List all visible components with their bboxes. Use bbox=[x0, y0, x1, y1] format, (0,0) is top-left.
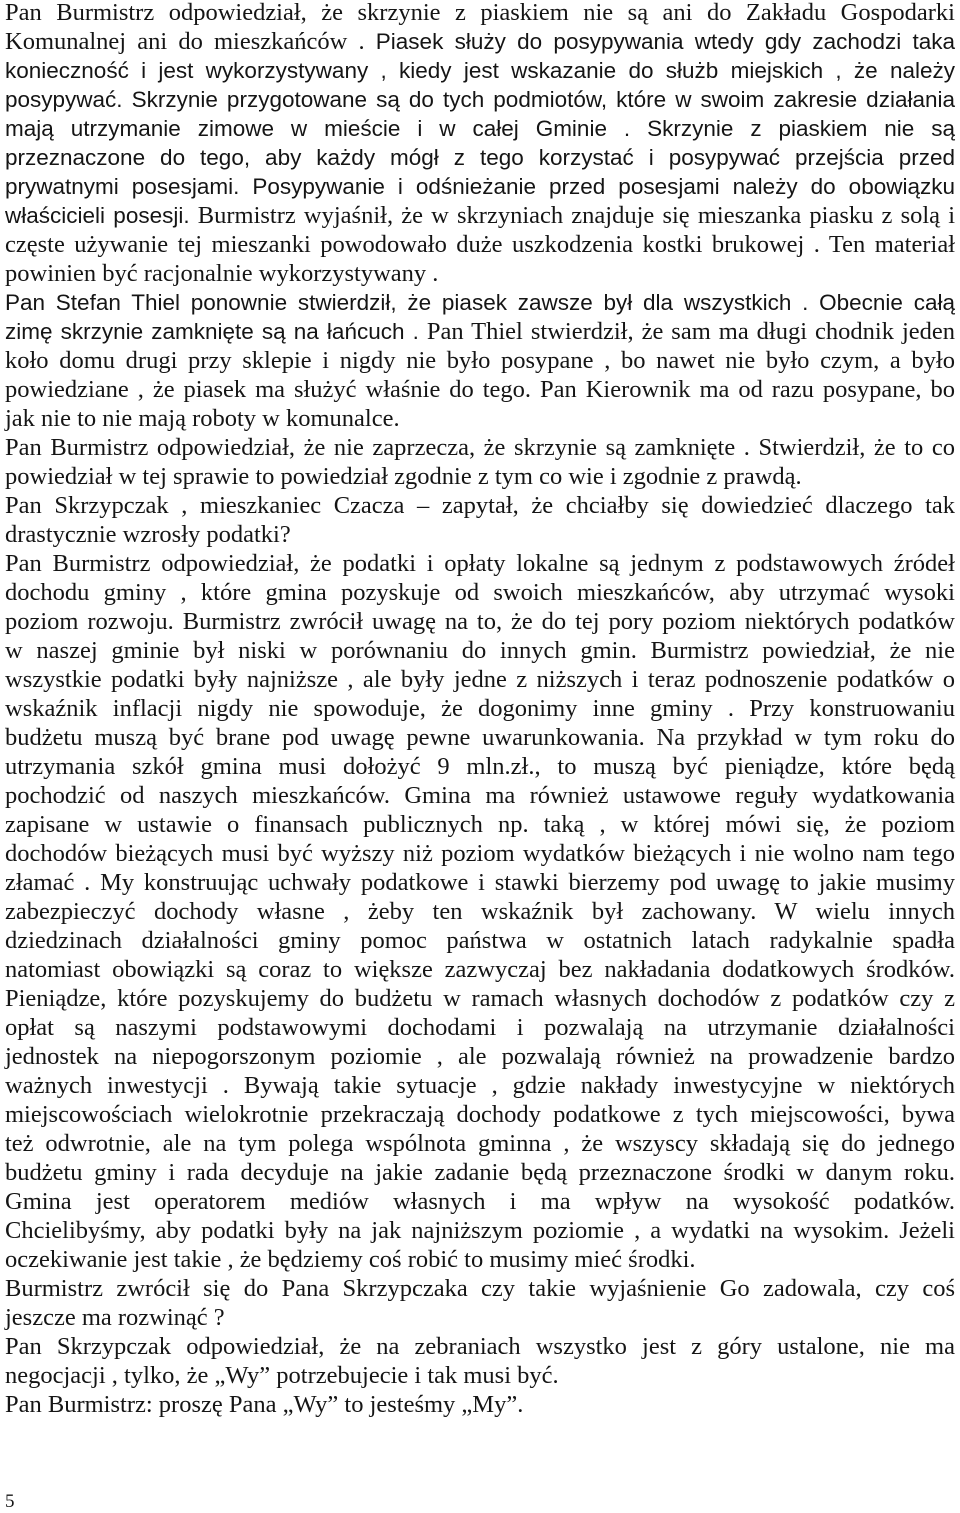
text-line bbox=[5, 549, 955, 578]
text-segment: Komunalnej ani do mieszkańców . bbox=[5, 28, 365, 55]
text-line bbox=[5, 201, 955, 230]
text-line bbox=[5, 607, 955, 636]
text-segment: zapisane w ustawie o finansach publicznych np. taką , w której mówi się, że poziom bbox=[5, 811, 955, 838]
text-line bbox=[5, 1013, 955, 1042]
text-segment: Pan Burmistrz: proszę Pana „Wy” to jesteśmy „My”. bbox=[5, 1391, 524, 1418]
text-line bbox=[5, 114, 955, 143]
paragraph bbox=[5, 491, 955, 549]
paragraph bbox=[5, 433, 955, 491]
text-line bbox=[5, 810, 955, 839]
text-segment: drastycznie wzrosły podatki? bbox=[5, 521, 291, 548]
paragraph bbox=[5, 1390, 955, 1419]
text-line bbox=[5, 0, 955, 27]
text-segment: natomiast obowiązki są coraz to większe zazwyczaj bez nakładania dodatkowych środków. bbox=[5, 956, 955, 983]
text-segment: Burmistrz wyjaśnił, że w skrzyniach znajduje się mieszanka piasku z solą i bbox=[197, 202, 956, 229]
text-line bbox=[5, 317, 955, 346]
text-segment: utrzymania szkół gmina musi dołożyć 9 mln.zł., to muszą być pieniądze, które będą bbox=[5, 753, 955, 780]
text-segment: Pan Stefan Thiel ponownie stwierdził, że piasek zawsze był dla wszystkich . Obecnie całą bbox=[5, 290, 955, 315]
text-line bbox=[5, 897, 955, 926]
text-segment: też odwrotnie, ale na tym polega wspólnota gminna , że wszyscy składają się do jednego bbox=[5, 1130, 955, 1157]
text-line bbox=[5, 462, 955, 491]
text-line bbox=[5, 1245, 955, 1274]
text-line bbox=[5, 85, 955, 114]
text-segment: koło domu drugi przy sklepie i nigdy nie było posypane , bo nawet nie było czym, a było bbox=[5, 347, 955, 374]
text-line bbox=[5, 578, 955, 607]
paragraph bbox=[5, 288, 955, 433]
text-line bbox=[5, 56, 955, 85]
text-line bbox=[5, 1158, 955, 1187]
text-line bbox=[5, 1100, 955, 1129]
text-line bbox=[5, 230, 955, 259]
page-number: 5 bbox=[5, 1491, 15, 1512]
text-segment: jak nie to nie mają roboty w komunalce. bbox=[5, 405, 400, 432]
text-segment: Pan Burmistrz odpowiedział, że podatki i opłaty lokalne są jednym z podstawowych źródeł bbox=[5, 550, 955, 577]
text-segment: dziedzinach działalności gminy pomoc państwa w ostatnich latach radykalnie spadła bbox=[5, 927, 955, 954]
text-line bbox=[5, 375, 955, 404]
text-segment: budżetu muszą być brane pod uwagę pewne uwarunkowania. Na przykład w tym roku do bbox=[5, 724, 955, 751]
text-segment: oczekiwanie jest takie , że będziemy coś robić to musimy mieć środki. bbox=[5, 1246, 696, 1273]
paragraph bbox=[5, 1274, 955, 1332]
text-line bbox=[5, 1187, 955, 1216]
paragraph bbox=[5, 549, 955, 1274]
text-segment: przeznaczone do tego, aby każdy mógł z tego korzystać i posypywać przejścia przed bbox=[5, 145, 955, 170]
text-line bbox=[5, 1274, 955, 1303]
text-segment: Burmistrz zwrócił się do Pana Skrzypczaka czy takie wyjaśnienie Go zadowala, czy coś bbox=[5, 1275, 955, 1302]
paragraph bbox=[5, 1332, 955, 1390]
text-line bbox=[5, 1361, 955, 1390]
text-segment: poziom rozwoju. Burmistrz zwrócił uwagę na to, że do tej pory poziom niektórych podatków bbox=[5, 608, 955, 635]
text-line bbox=[5, 955, 955, 984]
text-segment: Pan Skrzypczak odpowiedział, że na zebraniach wszystko jest z góry ustalone, nie ma bbox=[5, 1333, 955, 1360]
text-segment: negocjacji , tylko, że „Wy” potrzebujecie i tak musi być. bbox=[5, 1362, 559, 1389]
text-line bbox=[5, 172, 955, 201]
text-line bbox=[5, 491, 955, 520]
text-segment: dochodów bieżących musi być wyższy niż poziom wydatków bieżących i nie wolno nam tego bbox=[5, 840, 955, 867]
text-segment: miejscowościach wielokrotnie przekraczają dochody podatkowe z tych miejscowości, bywa bbox=[5, 1101, 955, 1128]
text-segment: Piasek służy do posypywania wtedy gdy zachodzi taka bbox=[375, 29, 956, 54]
text-segment: opłat są naszymi podstawowymi dochodami i pozwalają na utrzymanie działalności bbox=[5, 1014, 955, 1041]
text-segment: w naszej gminie był niski w porównaniu do innych gmin. Burmistrz powiedział, że nie bbox=[5, 637, 955, 664]
text-segment: Pan Burmistrz odpowiedział, że nie zaprzecza, że skrzynie są zamknięte . Stwierdził, że to co bbox=[5, 434, 955, 461]
text-segment: wskaźnik inflacji nigdy nie spowoduje, że dogonimy inne gminy . Przy konstruowaniu bbox=[5, 695, 955, 722]
text-line bbox=[5, 1390, 955, 1419]
text-segment: Pan Burmistrz odpowiedział, że skrzynie z piaskiem nie są ani do Zakładu Gospodarki bbox=[5, 0, 955, 26]
text-line bbox=[5, 1332, 955, 1361]
text-line bbox=[5, 288, 955, 317]
text-line bbox=[5, 520, 955, 549]
text-segment: budżetu gminy i rada decyduje na jakie zadanie będą przeznaczone środki w danym roku. bbox=[5, 1159, 955, 1186]
text-line bbox=[5, 984, 955, 1013]
text-segment: ważnych inwestycji . Bywają takie sytuacje , gdzie nakłady inwestycyjne w niektórych bbox=[5, 1072, 955, 1099]
text-segment: mają utrzymanie zimowe w mieście i w całej Gminie . Skrzynie z piaskiem nie są bbox=[5, 116, 955, 141]
text-segment: dochodu gminy , które gmina pozyskuje od swoich mieszkańców, aby utrzymać wysoki bbox=[5, 579, 955, 606]
text-segment: prywatnymi posesjami. Posypywanie i odśnieżanie przed posesjami należy do obowiązku bbox=[5, 174, 955, 199]
text-line bbox=[5, 433, 955, 462]
text-line bbox=[5, 259, 955, 288]
text-line bbox=[5, 27, 955, 56]
text-line bbox=[5, 839, 955, 868]
text-line bbox=[5, 404, 955, 433]
text-segment: Pan Thiel stwierdził, że sam ma długi chodnik jeden bbox=[426, 318, 956, 345]
text-segment: posypywać. Skrzynie przygotowane są do tych podmiotów, które w swoim zakresie działania bbox=[5, 87, 955, 112]
document-body bbox=[5, 0, 955, 1419]
text-line bbox=[5, 636, 955, 665]
text-segment: złamać . My konstruując uchwały podatkowe i stawki bierzemy pod uwagę to jakie musimy bbox=[5, 869, 955, 896]
text-line bbox=[5, 346, 955, 375]
text-segment: częste używanie tej mieszanki powodowało duże uszkodzenia kostki brukowej . Ten materiał bbox=[5, 231, 955, 258]
text-line bbox=[5, 868, 955, 897]
text-line bbox=[5, 1303, 955, 1332]
text-line bbox=[5, 926, 955, 955]
text-segment: pochodzić od naszych mieszkańców. Gmina ma również ustawowe reguły wydatkowania bbox=[5, 782, 955, 809]
text-segment: zabezpieczyć dochody własne , żeby ten wskaźnik był zachowany. W wielu innych bbox=[5, 898, 955, 925]
text-line bbox=[5, 1042, 955, 1071]
text-segment: Pieniądze, które pozyskujemy do budżetu w ramach własnych dochodów z podatków czy z bbox=[5, 985, 955, 1012]
text-segment: powiedział w tej sprawie to powiedział zgodnie z tym co wie i zgodnie z prawdą. bbox=[5, 463, 802, 490]
text-line bbox=[5, 1071, 955, 1100]
text-segment: właścicieli posesji. bbox=[5, 203, 190, 228]
text-segment: konieczność i jest wykorzystywany , kiedy jest wskazanie do służb miejskich , że należy bbox=[5, 58, 955, 83]
text-segment: jednostek na niepogorszonym poziomie , ale pozwalają również na prowadzenie bardzo bbox=[5, 1043, 955, 1070]
paragraph bbox=[5, 0, 955, 288]
text-segment: powiedziane , że piasek ma służyć właśnie do tego. Pan Kierownik ma od razu posypane, bo bbox=[5, 376, 955, 403]
text-segment: zimę skrzynie zamknięte są na łańcuch . bbox=[5, 319, 419, 344]
text-line bbox=[5, 1129, 955, 1158]
text-segment: wszystkie podatki były najniższe , ale były jedne z niższych i teraz podnoszenie podatków o bbox=[5, 666, 955, 693]
text-segment: powinien być racjonalnie wykorzystywany . bbox=[5, 260, 439, 287]
text-line bbox=[5, 752, 955, 781]
text-line bbox=[5, 1216, 955, 1245]
text-segment: Pan Skrzypczak , mieszkaniec Czacza – zapytał, że chciałby się dowiedzieć dlaczego tak bbox=[5, 492, 955, 519]
text-line bbox=[5, 723, 955, 752]
text-segment: jeszcze ma rozwinąć ? bbox=[5, 1304, 225, 1331]
text-line bbox=[5, 143, 955, 172]
text-line bbox=[5, 781, 955, 810]
text-segment: Gmina jest operatorem mediów własnych i ma wpływ na wysokość podatków. bbox=[5, 1188, 955, 1215]
text-line bbox=[5, 665, 955, 694]
text-segment: Chcielibyśmy, aby podatki były na jak najniższym poziomie , a wydatki na wysokim. Jeżeli bbox=[5, 1217, 955, 1244]
text-line bbox=[5, 694, 955, 723]
